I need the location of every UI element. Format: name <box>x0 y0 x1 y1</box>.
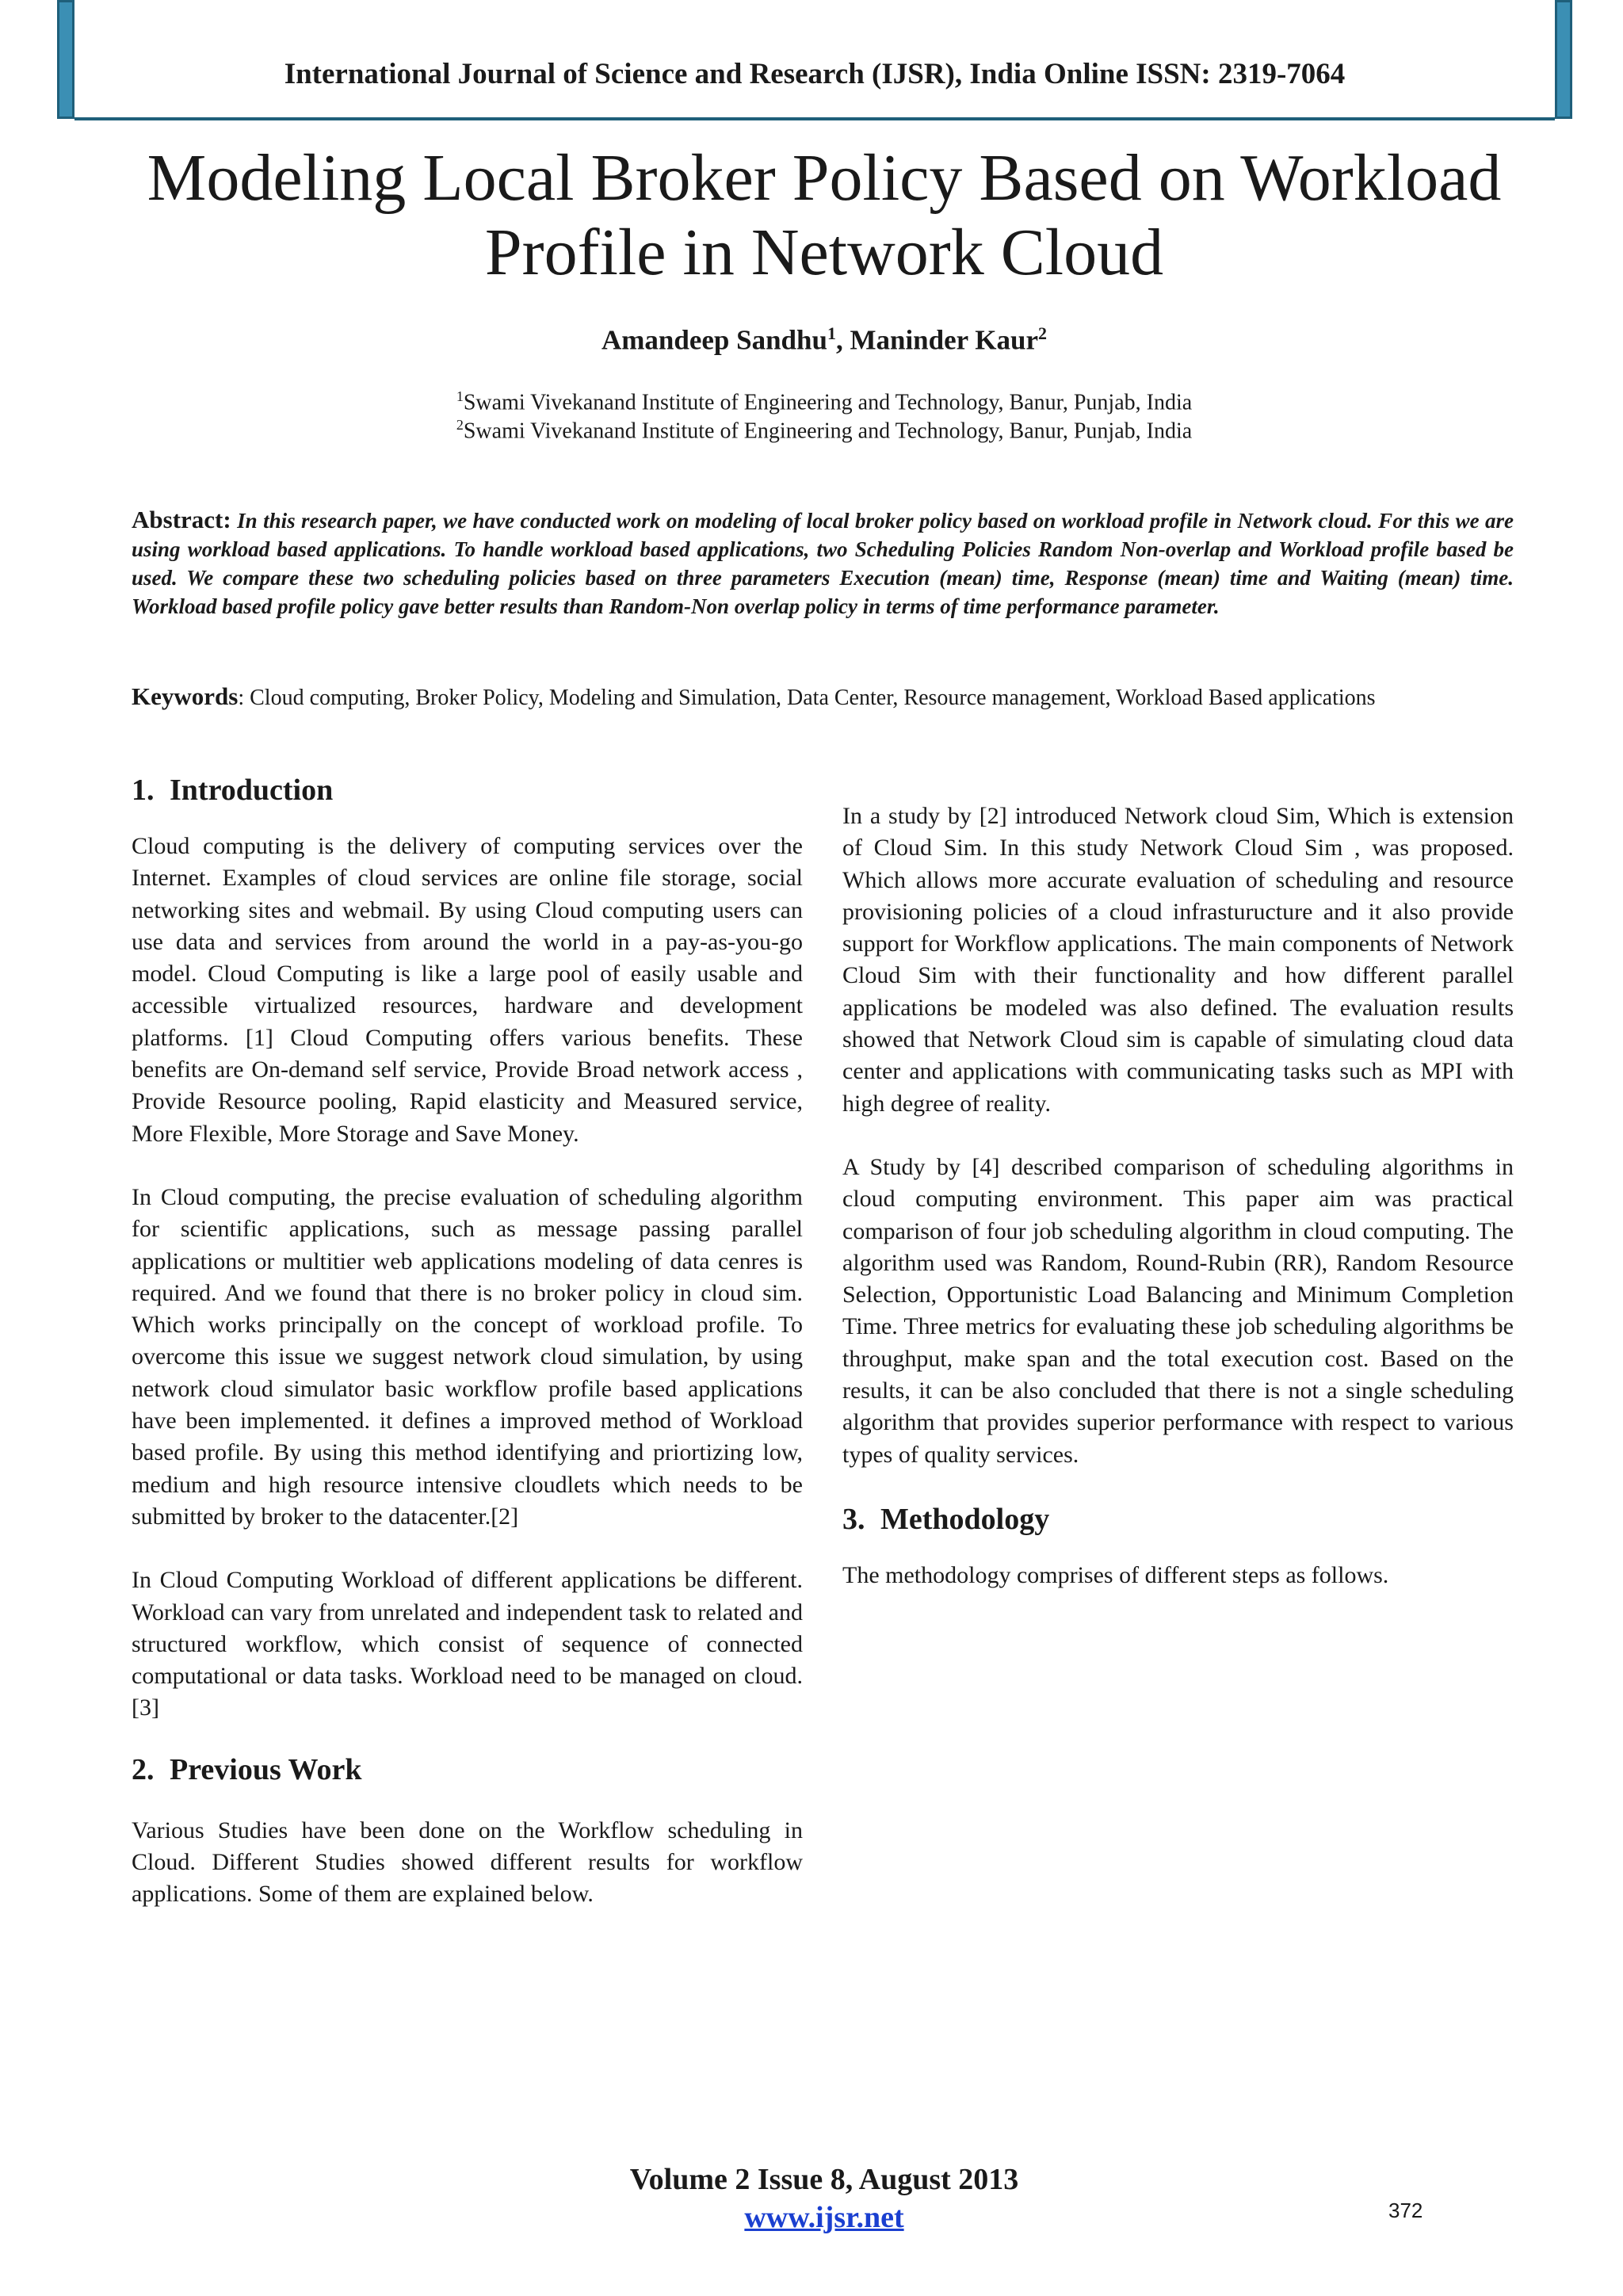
section-title: Methodology <box>880 1502 1050 1536</box>
paper-title-line-2: Profile in Network Cloud <box>484 216 1164 289</box>
right-column <box>842 800 1514 1591</box>
keywords-text: : Cloud computing, Broker Policy, Modeling and Simulation, Data Center, Resource management, Workload Based applications <box>238 686 1376 710</box>
keywords-label: Keywords <box>132 682 239 710</box>
paragraph: A Study by [4] described comparison of scheduling algorithms in cloud computing environment. This paper aim was practical comparison of four job scheduling algorithm in cloud computing. The algorithm used was Random, Round-Rubin (RR), Random Resource Selection, Opportunistic Load Balancing and Minimum Completion Time. Three metrics for evaluating these job scheduling algorithms be throughput, make span and the total execution cost. Based on the results, it can be also concluded that there is not a single scheduling algorithm that provides superior performance with respect to various types of quality services. <box>842 1153 1514 1468</box>
author-separator: , <box>835 324 850 356</box>
page-number: 372 <box>1388 2199 1423 2222</box>
header-right-bar <box>1555 0 1572 119</box>
left-column <box>132 769 803 1911</box>
affiliation-text: Swami Vivekanand Institute of Engineering and Technology, Banur, Punjab, India <box>463 418 1193 444</box>
affiliation-2 <box>111 417 1537 444</box>
paragraph: In Cloud Computing Workload of different applications be different. Workload can vary from unrelated and independent task to related and structured workflow, which consist of sequence of connected computational or data tasks. Workload need to be managed on cloud.[3] <box>132 1567 803 1721</box>
keywords <box>132 682 1514 712</box>
author-affiliation-mark: 1 <box>827 323 836 343</box>
affiliation-mark: 1 <box>456 388 464 404</box>
author-name: Maninder Kaur <box>850 324 1039 356</box>
paragraph: Cloud computing is the delivery of computing services over the Internet. Examples of cloud services are online file storage, social networking sites and webmail. By using Cloud computing users can use data and services from around the world in a pay-as-you-go model. Cloud Computing is like a large pool of easily usable and accessible virtualized resources, hardware and development platforms. [1] Cloud Computing offers various benefits. These benefits are On-demand self service, Provide Broad network access , Provide Resource pooling, Rapid elasticity and Measured service, More Flexible, More Storage and Save Money. <box>132 833 803 1147</box>
section-number: 3. <box>842 1502 865 1536</box>
author-affiliation-mark: 2 <box>1038 323 1048 343</box>
section-title: Introduction <box>170 774 334 807</box>
journal-link[interactable]: www.ijsr.net <box>744 2201 904 2234</box>
abstract-text: In this research paper, we have conducted work on modeling of local broker policy based on workload profile in Network cloud. For this we are using workload based applications. To handle workload based applications, two Scheduling Policies Random Non-overlap and Workload profile based be used. We compare these two scheduling policies based on three parameters Execution (mean) time, Response (mean) time and Waiting (mean) time. Workload based profile policy gave better results than Random-Non overlap policy in terms of time performance parameter. <box>132 509 1514 618</box>
affiliation-1 <box>111 388 1537 415</box>
section-title: Previous Work <box>170 1752 362 1786</box>
author-list <box>111 323 1537 357</box>
paragraph: The methodology comprises of different steps as follows. <box>842 1561 1389 1588</box>
abstract <box>132 506 1514 621</box>
paragraph: In Cloud computing, the precise evaluation of scheduling algorithm for scientific applications, such as message passing parallel applications or multitier web applications modeling of data cenres is required. And we found that there is no broker policy in cloud sim. Which works principally on the concept of workload profile. To overcome this issue we suggest network cloud simulation, by using network cloud simulator basic workflow profile based applications have been implemented. it defines a improved method of Workload based profile. By using this method identifying and priortizing low, medium and high resource intensive cloudlets which needs to be submitted by broker to the datacenter.[2] <box>132 1183 803 1530</box>
section-heading-previous-work <box>132 1748 803 1791</box>
section-number: 2. <box>132 1752 155 1786</box>
header-left-bar <box>57 0 74 119</box>
affiliation-text: Swami Vivekanand Institute of Engineering and Technology, Banur, Punjab, India <box>463 390 1193 415</box>
issue-info: Volume 2 Issue 8, August 2013 <box>629 2163 1019 2196</box>
section-heading-introduction <box>132 769 803 812</box>
author-name: Amandeep Sandhu <box>601 324 827 356</box>
footer <box>111 2160 1537 2237</box>
abstract-label: Abstract: <box>132 506 231 533</box>
section-number: 1. <box>132 774 155 807</box>
section-heading-methodology <box>842 1498 1514 1541</box>
journal-header: International Journal of Science and Research (IJSR), India Online ISSN: 2319-7064 <box>284 58 1346 90</box>
affiliation-mark: 2 <box>456 417 464 433</box>
paper-title <box>111 141 1537 290</box>
paper-title-line-1: Modeling Local Broker Policy Based on Workload <box>147 141 1502 215</box>
paragraph: In a study by [2] introduced Network cloud Sim, Which is extension of Cloud Sim. In this study Network Cloud Sim , was proposed. Which allows more accurate evaluation of scheduling and resource provisioning policies of a cloud infrasturucture and it also provide support for Workflow applications. The main components of Network Cloud Sim with their functionality and how different parallel applications be modeled was also defined. The evaluation results showed that Network Cloud sim is capable of simulating cloud data center and applications with communicating tasks such as MPI with high degree of reality. <box>842 803 1514 1117</box>
paragraph: Various Studies have been done on the Workflow scheduling in Cloud. Different Studies showed different results for workflow applications. Some of them are explained below. <box>132 1817 803 1908</box>
header-rule <box>74 117 1555 120</box>
